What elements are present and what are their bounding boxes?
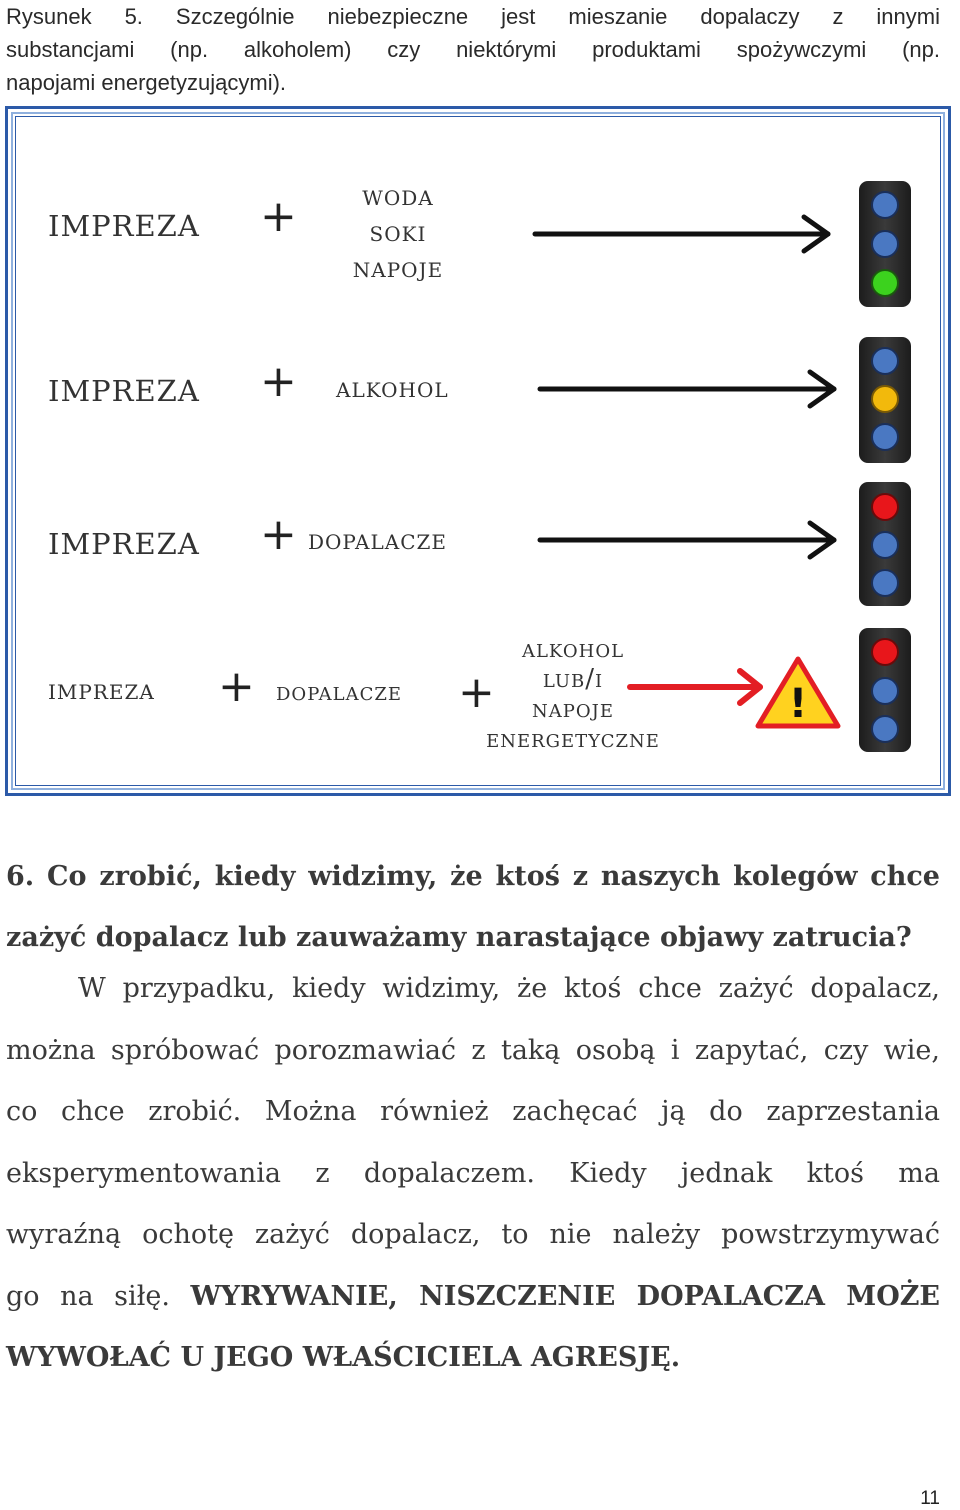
paragraph-line: wyraźną ochotę zażyć dopalacz, to nie należy powstrzymywać — [6, 1219, 940, 1250]
heading-line: zażyć dopalacz lub zauważamy narastające objawy zatrucia? — [6, 922, 912, 953]
paragraph-bold-text: WYRYWANIE, NISZCZENIE DOPALACZA MOŻE — [190, 1280, 940, 1312]
section-heading — [6, 846, 940, 968]
caption-line: Rysunek 5. Szczególnie niebezpieczne jest mieszanie dopalaczy z innymi — [6, 4, 940, 29]
paragraph-line: W przypadku, kiedy widzimy, że ktoś chce zażyć dopalacz, — [78, 973, 940, 1004]
row4-plus-1: + — [218, 661, 255, 712]
paragraph-line: co chce zrobić. Można również zachęcać ją do zaprzestania — [6, 1096, 940, 1127]
row1-item: soki — [369, 214, 427, 248]
row1-party-label: impreza — [48, 197, 200, 246]
arrow-icon — [540, 523, 834, 557]
traffic-light-yellow-icon — [859, 337, 911, 463]
paragraph-line: eksperymentowania z dopalaczem. Kiedy jednak ktoś ma — [6, 1157, 940, 1189]
paragraph-line: można spróbować porozmawiać z taką osobą i zapytać, czy wie, — [6, 1034, 940, 1066]
warning-icon — [758, 659, 838, 727]
row4-middle: dopalacze — [276, 677, 403, 707]
section-paragraph — [6, 958, 940, 1389]
row3-party-label: impreza — [48, 515, 200, 564]
row4-item: napoje — [532, 694, 614, 724]
paragraph-line — [6, 1327, 940, 1389]
row2-plus: + — [260, 356, 297, 407]
row1-plus: + — [260, 191, 297, 242]
caption-line: napojami energetyzującymi). — [6, 70, 287, 95]
red-arrow-icon — [630, 671, 760, 703]
row1-item: napoje — [352, 250, 444, 284]
svg-text:!: ! — [788, 681, 808, 727]
paragraph-bold-text: WYWOŁAĆ U JEGO WŁAŚCICIELA AGRESJĘ. — [6, 1342, 681, 1373]
diagram-graphics — [8, 109, 948, 793]
traffic-light-green-icon — [859, 181, 911, 307]
arrow-icon — [535, 217, 828, 251]
traffic-light-red-icon — [859, 482, 911, 606]
caption-line: substancjami (np. alkoholem) czy niektórymi produktami spożywczymi (np. — [6, 37, 940, 62]
row4-item: alkohol — [521, 634, 625, 664]
row4-party-label: impreza — [48, 672, 155, 706]
row2-party-label: impreza — [48, 362, 200, 411]
traffic-light-red-icon — [859, 628, 911, 752]
heading-line: 6. Co zrobić, kiedy widzimy, że ktoś z naszych kolegów chce — [6, 861, 940, 892]
row4-plus-2: + — [458, 667, 495, 718]
page-number: 11 — [920, 1488, 940, 1509]
traffic-light-diagram — [5, 106, 951, 796]
row1-item: woda — [362, 178, 434, 212]
row2-item: alkohol — [336, 370, 449, 404]
figure-caption — [6, 0, 940, 99]
paragraph-line — [6, 1266, 940, 1328]
row4-item: lub/i — [542, 664, 604, 694]
arrow-icon — [540, 372, 834, 406]
row3-plus: + — [260, 509, 297, 560]
row3-item: dopalacze — [308, 522, 448, 556]
row4-item: energetyczne — [486, 724, 660, 754]
paragraph-text: go na siłę. — [6, 1280, 170, 1312]
